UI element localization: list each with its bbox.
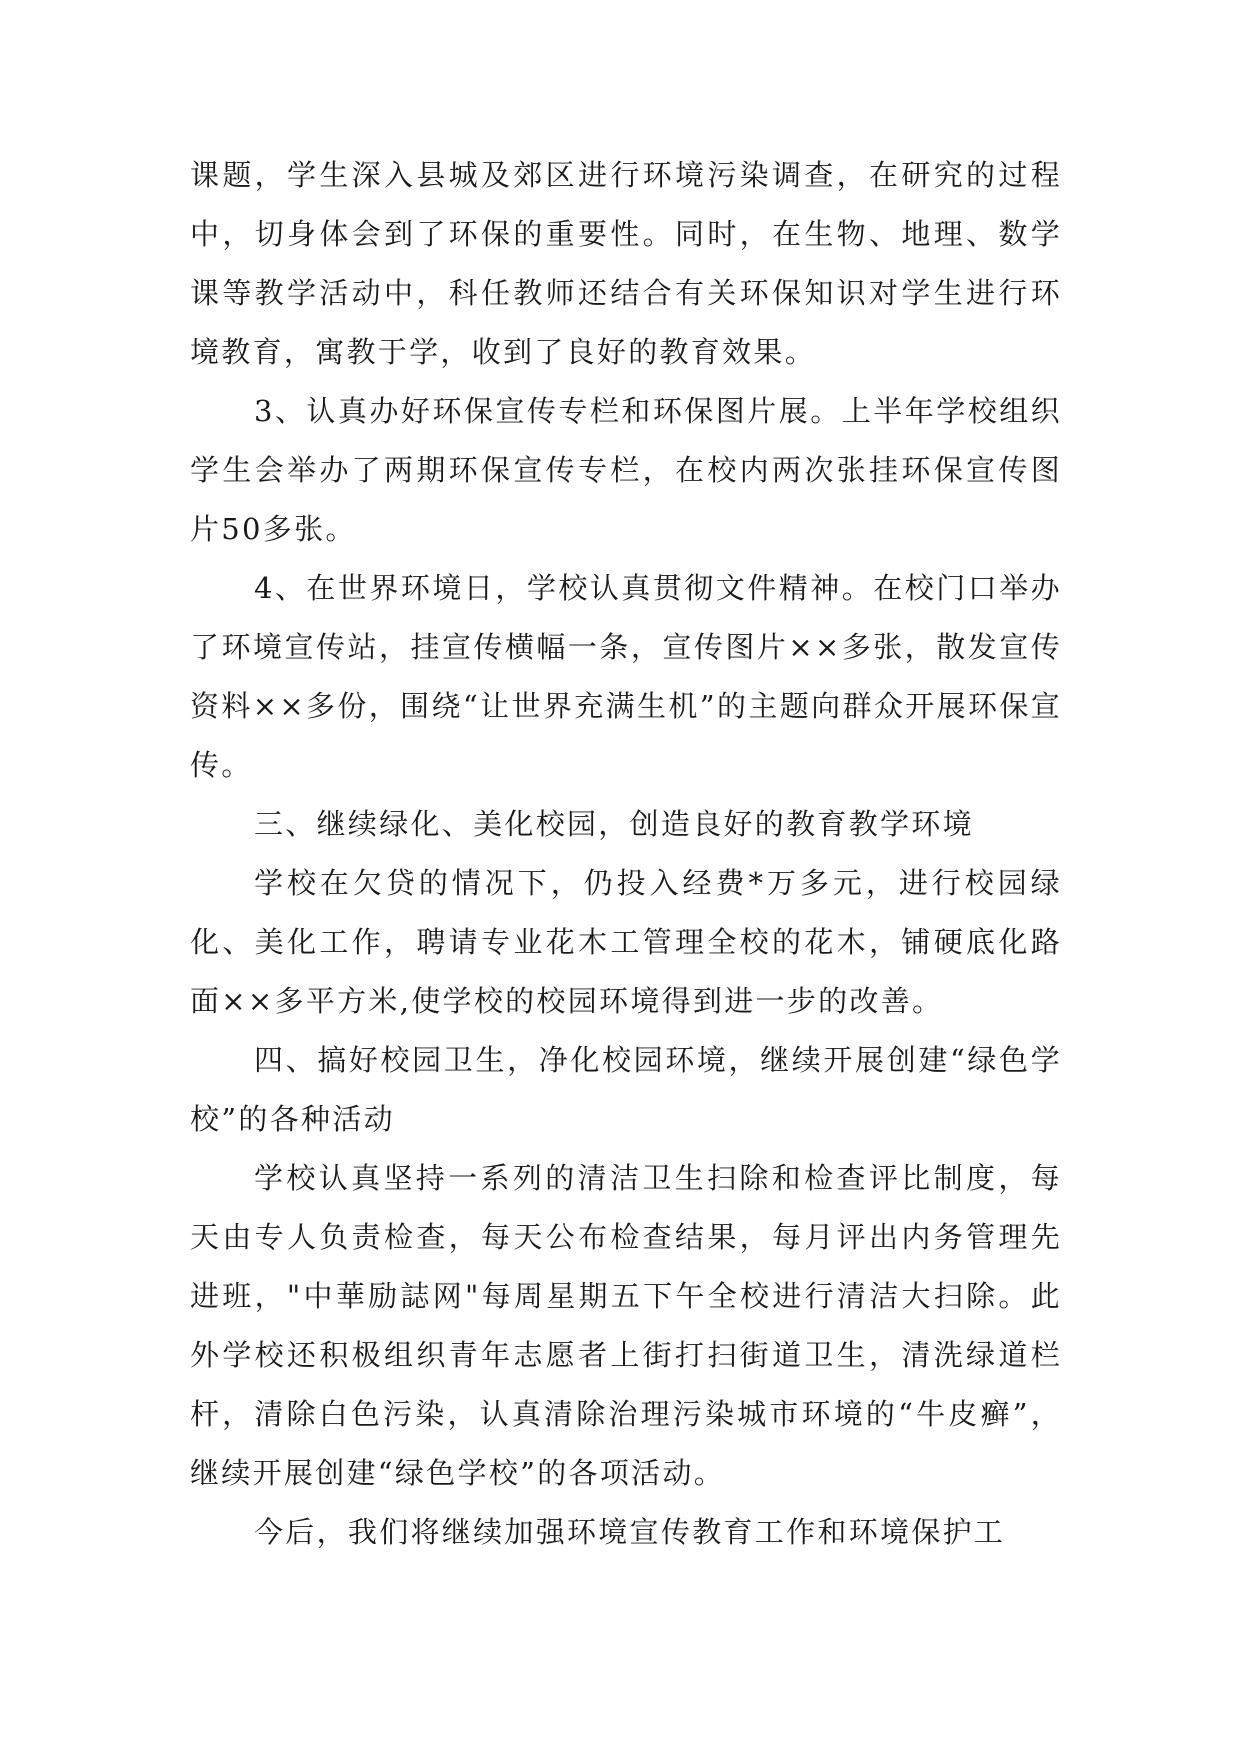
section-heading-4: 四、搞好校园卫生，净化校园环境，继续开展创建“绿色学校”的各种活动 [190,1043,1062,1136]
paragraph-item-3: 3、认真办好环保宣传专栏和环保图片展。上半年学校组织学生会举办了两期环保宣传专栏，在校内两次张挂环保宣传图片50多张。 [190,394,1062,546]
paragraph-item-4: 4、在世界环境日，学校认真贯彻文件精神。在校门口举办了环境宣传站，挂宣传横幅一条，宣传图片××多张，散发宣传资料××多份，围绕“让世界充满生机”的主题向群众开展环保宣传。 [190,571,1062,782]
paragraph-closing: 今后，我们将继续加强环境宣传教育工作和环境保护工 [254,1515,1006,1549]
paragraph-section-4-body: 学校认真坚持一系列的清洁卫生扫除和检查评比制度，每天由专人负责检查，每天公布检查结果，每月评出内务管理先进班，"中華励誌网"每周星期五下午全校进行清洁大扫除。此外学校还积极组织青年志愿者上街打扫街道卫生，清洗绿道栏杆，清除白色污染，认真清除治理污染城市环境的“牛皮癣”，继续开展创建“绿色学校”的各项活动。 [190,1161,1062,1490]
paragraph-section-3-body: 学校在欠贷的情况下，仍投入经费*万多元，进行校园绿化、美化工作，聘请专业花木工管理全校的花木，铺硬底化路面××多平方米,使学校的校园环境得到进一步的改善。 [190,866,1062,1018]
document-body [190,146,1062,1562]
paragraph-continuation: 课题，学生深入县城及郊区进行环境污染调查，在研究的过程中，切身体会到了环保的重要性。同时，在生物、地理、数学课等教学活动中，科任教师还结合有关环保知识对学生进行环境教育，寓教于学，收到了良好的教育效果。 [190,158,1062,369]
section-heading-3: 三、继续绿化、美化校园，创造良好的教育教学环境 [254,807,974,841]
